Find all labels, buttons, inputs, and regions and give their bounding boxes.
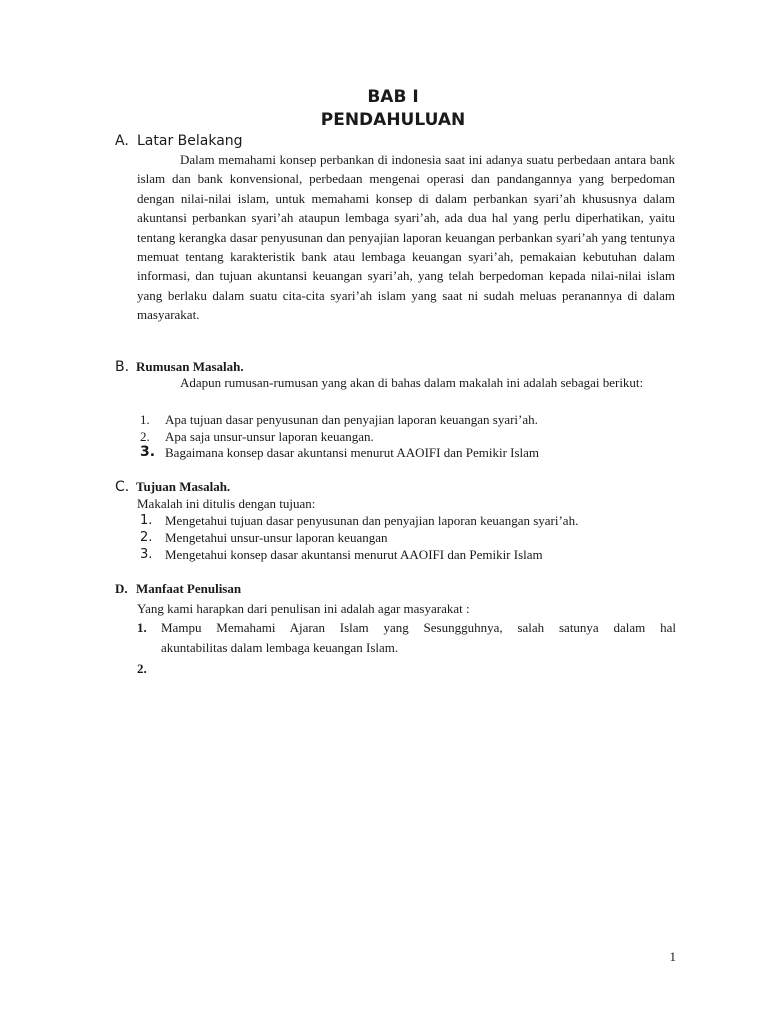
section-c-title: Tujuan Masalah. — [136, 479, 231, 494]
section-b-title: Rumusan Masalah. — [136, 359, 244, 374]
chapter-number: BAB I — [367, 87, 419, 107]
section-a-heading — [115, 133, 243, 150]
page-number: 1 — [669, 949, 676, 964]
section-a-title: Latar Belakang — [137, 133, 243, 149]
list-number: 1. — [140, 412, 150, 427]
section-a-marker: A. — [115, 133, 129, 149]
section-d-heading — [115, 580, 241, 597]
list-number: 1. — [137, 620, 147, 635]
list-text: Mengetahui konsep dasar akuntansi menurut AAOIFI dan Pemikir Islam — [165, 547, 543, 562]
list-text: Mengetahui tujuan dasar penyusunan dan penyajian laporan keuangan syari’ah. — [165, 513, 579, 528]
list-text: Apa saja unsur-unsur laporan keuangan. — [165, 429, 374, 444]
list-number: 2. — [137, 661, 147, 676]
section-c-marker: C. — [115, 479, 130, 495]
list-text-line2: akuntabilitas dalam lembaga keuangan Islam. — [161, 640, 399, 655]
list-text: Bagaimana konsep dasar akuntansi menurut AAOIFI dan Pemikir Islam — [165, 445, 540, 460]
list-number: 2. — [140, 530, 153, 545]
section-d-marker: D. — [115, 581, 128, 596]
section-b-marker: B. — [115, 359, 130, 375]
section-c-heading — [115, 478, 230, 496]
list-number: 1. — [140, 513, 153, 528]
list-number: 2. — [140, 429, 150, 444]
list-text: Apa tujuan dasar penyusunan dan penyajian laporan keuangan syari’ah. — [165, 412, 538, 427]
list-number: 3. — [140, 444, 156, 460]
section-c-intro: Makalah ini ditulis dengan tujuan: — [137, 496, 316, 511]
chapter-title: PENDAHULUAN — [320, 110, 466, 130]
list-text: Mengetahui unsur-unsur laporan keuangan — [165, 530, 388, 545]
list-number: 3. — [140, 547, 153, 562]
section-a-paragraph: Dalam memahami konsep perbankan di indonesia saat ini adanya suatu perbedaan antara bank islam dan bank konvensional, perbedaan mengenai operasi dan pandangannya yang berpedoman dengan nilai-nilai islam, untuk memahami konsep di dalam perbankan syari’ah khususnya dalam akuntansi perbankan syari’ah ataupun lembaga syari’ah, ada dua hal yang perlu diperhatikan, yaitu tentang kerangka dasar penyusunan dan penyajian laporan keuangan perbankan syari’ah yang tentunya memuat tentang karakteristik bank atau lembaga keuangan syari’ah, pemakaian kebutuhan dalam informasi, dan tujuan akuntansi keuangan syari’ah, yang telah berpedoman kepada nilai-nilai islam yang berlaku dalam suatu cita-cita syari’ah islam yang saat ni sudah meluas peranannya di dalam masyarakat. — [137, 152, 675, 323]
section-d-intro: Yang kami harapkan dari penulisan ini adalah agar masyarakat : — [137, 601, 470, 616]
section-b-intro: Adapun rumusan-rumusan yang akan di bahas dalam makalah ini adalah sebagai berikut: — [180, 375, 644, 390]
section-d-title: Manfaat Penulisan — [136, 581, 242, 596]
list-text-line1: Mampu Memahami Ajaran Islam yang Sesungguhnya, salah satunya dalam hal — [161, 620, 676, 635]
